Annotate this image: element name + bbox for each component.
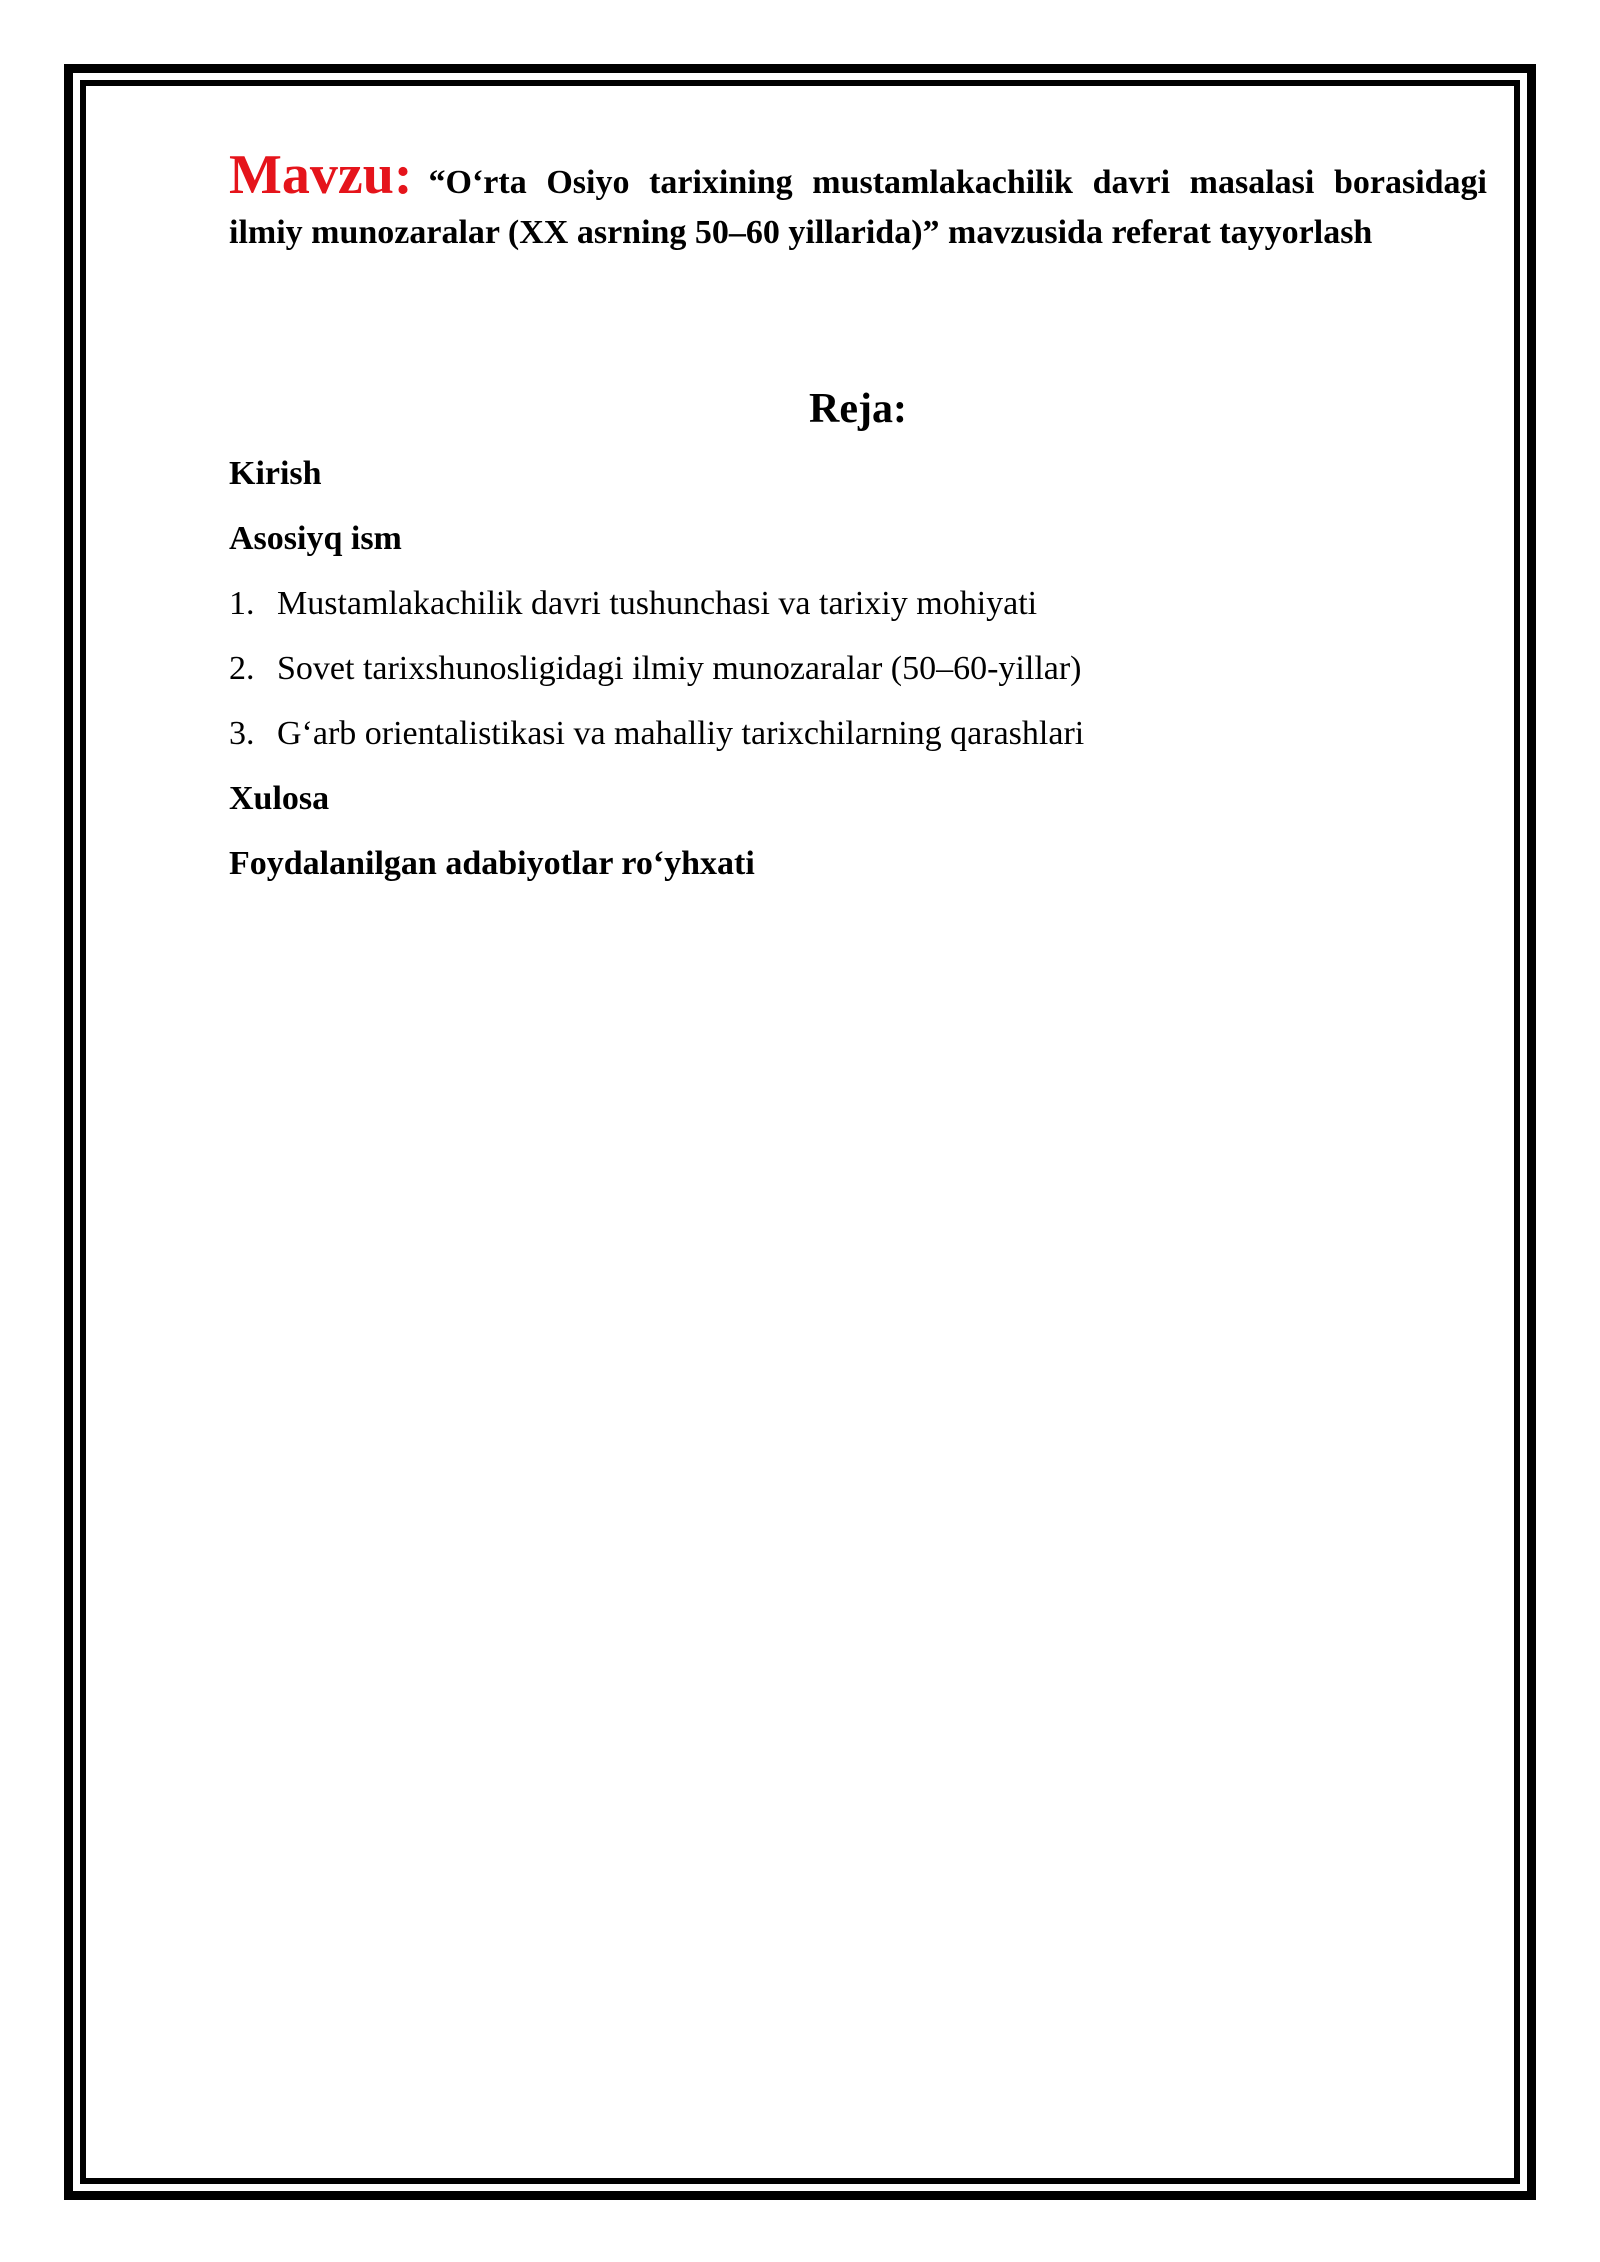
- plan-intro: Kirish: [229, 455, 322, 492]
- plan-references: Foydalanilgan adabiyotlar ro‘yhxati: [229, 845, 755, 882]
- plan-main-part: Asosiyq ism: [229, 520, 402, 557]
- plan-item-text: Mustamlakachilik davri tushunchasi va tarixiy mohiyati: [277, 585, 1038, 622]
- plan-item: [229, 584, 1487, 624]
- plan-conclusion: Xulosa: [229, 780, 330, 817]
- plan-item: [229, 714, 1487, 754]
- plan-item-text: G‘arb orientalistikasi va mahalliy tarixchilarning qarashlari: [277, 715, 1085, 752]
- document-content: [229, 144, 1487, 909]
- plan-item-number: 1.: [229, 585, 255, 622]
- plan-item: [229, 649, 1487, 689]
- plan-item-text: Sovet tarixshunosligidagi ilmiy munozaralar (50–60-yillar): [277, 650, 1082, 687]
- plan-item-number: 3.: [229, 715, 255, 752]
- topic-paragraph: [229, 144, 1487, 258]
- topic-text: “O‘rta Osiyo tarixining mustamlakachilik davri masalasi borasidagi ilmiy munozaralar (XX asrning 50–60 yillarida)” mavzusida referat tayyorlash: [229, 164, 1487, 251]
- topic-label: Mavzu:: [229, 144, 413, 206]
- plan-heading: Reja:: [809, 386, 907, 432]
- plan-item-number: 2.: [229, 650, 255, 687]
